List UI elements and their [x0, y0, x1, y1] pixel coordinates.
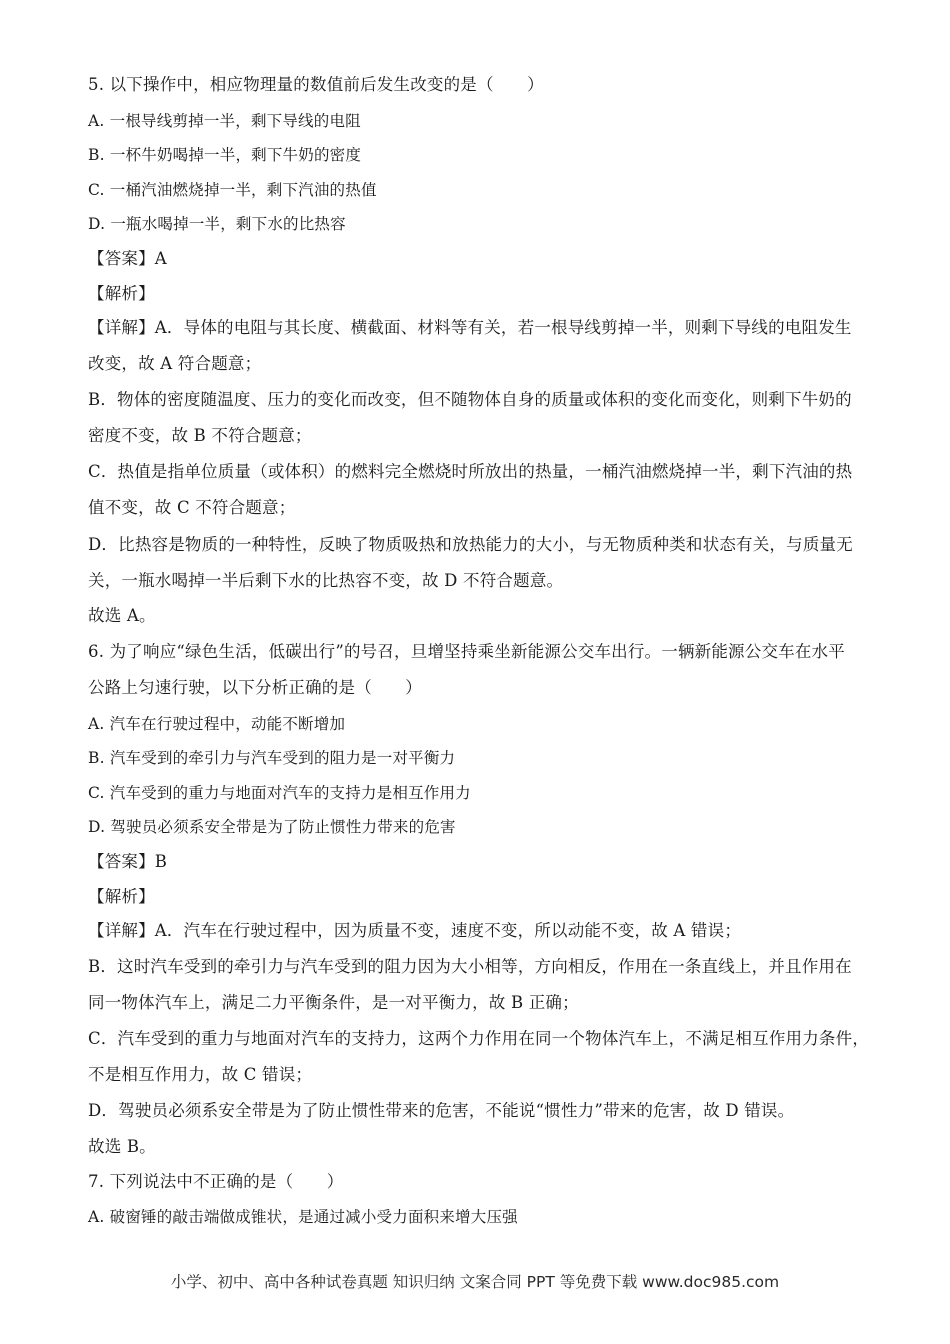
q6-detail-line: C．汽车受到的重力与地面对汽车的支持力，这两个力作用在同一个物体汽车上，不满足相互作用力条件， — [88, 1029, 870, 1048]
q7-stem: 7. 下列说法中不正确的是（ ） — [88, 1172, 344, 1191]
q5-stem: 5. 以下操作中，相应物理量的数值前后发生改变的是（ ） — [88, 75, 544, 94]
q5-option-d: D. 一瓶水喝掉一半，剩下水的比热容 — [88, 215, 346, 233]
q6-detail-line: D．驾驶员必须系安全带是为了防止惯性带来的危害，不能说“惯性力”带来的危害，故 D 错误。 — [88, 1101, 795, 1120]
q6-detail-line: B．这时汽车受到的牵引力与汽车受到的阻力因为大小相等，方向相反，作用在一条直线上，并且作用在 — [88, 957, 852, 976]
q6-option-b: B. 汽车受到的牵引力与汽车受到的阻力是一对平衡力 — [88, 749, 456, 767]
q6-option-a: A. 汽车在行驶过程中，动能不断增加 — [88, 715, 346, 733]
q6-detail-line: 不是相互作用力，故 C 错误； — [88, 1065, 313, 1084]
q5-detail-line: 密度不变，故 B 不符合题意； — [88, 426, 312, 445]
q5-detail-line: C．热值是指单位质量（或体积）的燃料完全燃烧时所放出的热量，一桶汽油燃烧掉一半，剩下汽油的热 — [88, 462, 853, 481]
q6-stem-continued: 公路上匀速行驶，以下分析正确的是（ ） — [88, 678, 422, 697]
q6-detail-line: 同一物体汽车上，满足二力平衡条件，是一对平衡力，故 B 正确； — [88, 993, 579, 1012]
q5-detail-line: 【详解】A．导体的电阻与其长度、横截面、材料等有关，若一根导线剪掉一半，则剩下导线的电阻发生 — [88, 318, 852, 337]
q5-answer: 【答案】A — [88, 249, 167, 268]
q5-detail-line: D．比热容是物质的一种特性，反映了物质吸热和放热能力的大小，与无物质种类和状态有关，与质量无 — [88, 535, 853, 554]
q5-detail-line: 值不变，故 C 不符合题意； — [88, 498, 296, 517]
q6-detail-line: 【详解】A．汽车在行驶过程中，因为质量不变，速度不变，所以动能不变，故 A 错误； — [88, 921, 742, 940]
q5-option-c: C. 一桶汽油燃烧掉一半，剩下汽油的热值 — [88, 181, 377, 199]
q5-detail-line: 改变，故 A 符合题意； — [88, 354, 262, 373]
q6-option-d: D. 驾驶员必须系安全带是为了防止惯性力带来的危害 — [88, 818, 456, 836]
q5-option-b: B. 一杯牛奶喝掉一半，剩下牛奶的密度 — [88, 146, 362, 164]
q6-conclusion: 故选 B。 — [88, 1137, 156, 1156]
q6-option-c: C. 汽车受到的重力与地面对汽车的支持力是相互作用力 — [88, 784, 471, 802]
q7-option-a: A. 破窗锤的敲击端做成锥状，是通过减小受力面积来增大压强 — [88, 1208, 518, 1226]
q5-conclusion: 故选 A。 — [88, 606, 156, 625]
q5-detail-line: 关，一瓶水喝掉一半后剩下水的比热容不变，故 D 不符合题意。 — [88, 571, 564, 590]
q5-detail-line: B．物体的密度随温度、压力的变化而改变，但不随物体自身的质量或体积的变化而变化，则剩下牛奶的 — [88, 390, 852, 409]
q5-option-a: A. 一根导线剪掉一半，剩下导线的电阻 — [88, 112, 361, 130]
q6-analysis-label: 【解析】 — [88, 887, 155, 906]
q6-answer: 【答案】B — [88, 852, 168, 871]
q6-stem: 6. 为了响应“绿色生活，低碳出行”的号召，旦增坚持乘坐新能源公交车出行。一辆新能源公交车在水平 — [88, 642, 845, 661]
q5-analysis-label: 【解析】 — [88, 284, 155, 303]
footer-promo-text: 小学、初中、高中各种试卷真题 知识归纳 文案合同 PPT 等免费下载 www.doc985.com — [170, 1273, 780, 1291]
